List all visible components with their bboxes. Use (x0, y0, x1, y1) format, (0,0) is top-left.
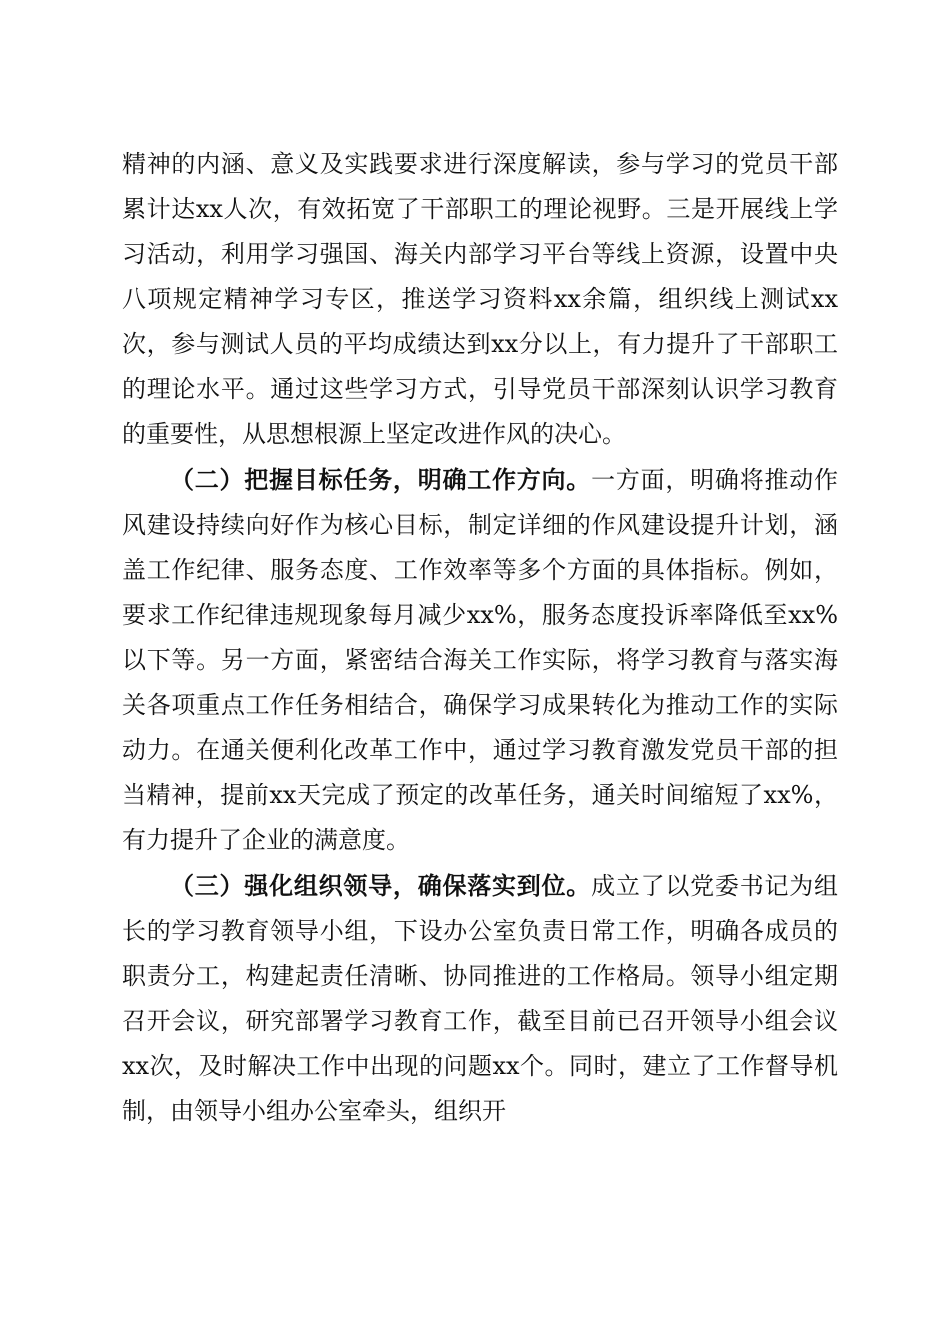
section-3-body: 成立了以党委书记为组长的学习教育领导小组，下设办公室负责日常工作，明确各成员的职责分工，构建起责任清晰、协同推进的工作格局。领导小组定期召开会议，研究部署学习教育工作，截至目前已召开领导小组会议xx次，及时解决工作中出现的问题xx个。同时，建立了工作督导机制，由领导小组办公室牵头，组织开 (122, 872, 839, 1125)
paragraph-continuation (122, 142, 838, 457)
section-3-heading: （三）强化组织领导，确保落实到位。 (170, 871, 592, 900)
section-2-heading: （二）把握目标任务，明确工作方向。 (170, 465, 592, 494)
paragraph-1-body: 精神的内涵、意义及实践要求进行深度解读，参与学习的党员干部累计达xx人次，有效拓宽了干部职工的理论视野。三是开展线上学习活动，利用学习强国、海关内部学习平台等线上资源，设置中央八项规定精神学习专区，推送学习资料xx余篇，组织线上测试xx次，参与测试人员的平均成绩达到xx分以上，有力提升了干部职工的理论水平。通过这些学习方式，引导党员干部深刻认识学习教育的重要性，从思想根源上坚定改进作风的决心。 (122, 150, 838, 448)
document-body (122, 142, 838, 1134)
paragraph-section-3 (122, 863, 838, 1134)
paragraph-section-2 (122, 457, 838, 863)
section-2-body: 一方面，明确将推动作风建设持续向好作为核心目标，制定详细的作风建设提升计划，涵盖工作纪律、服务态度、工作效率等多个方面的具体指标。例如，要求工作纪律违规现象每月减少xx%，服务态度投诉率降低至xx%以下等。另一方面，紧密结合海关工作实际，将学习教育与落实海关各项重点工作任务相结合，确保学习成果转化为推动工作的实际动力。在通关便利化改革工作中，通过学习教育激发党员干部的担当精神，提前xx天完成了预定的改革任务，通关时间缩短了xx%，有力提升了企业的满意度。 (122, 466, 839, 854)
